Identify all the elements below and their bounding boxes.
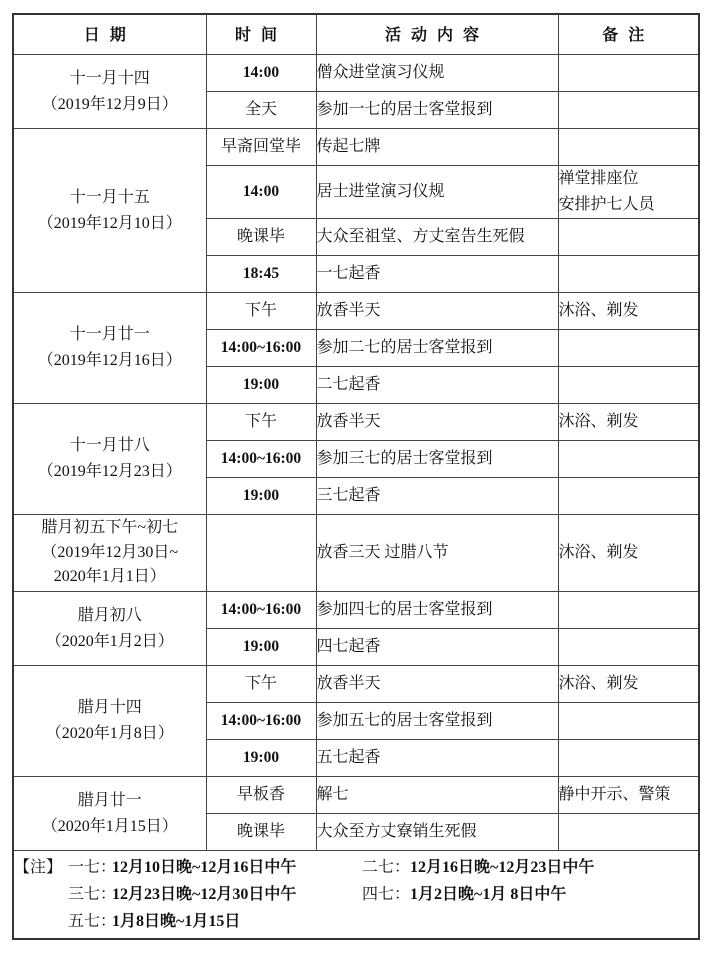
- solar-date: （2020年1月8日）: [45, 725, 174, 742]
- time-cell: 19:00: [206, 740, 316, 777]
- time-cell: 14:00~16:00: [206, 441, 316, 478]
- note-cell: [558, 92, 699, 129]
- note-tag: 【注】: [14, 859, 63, 876]
- note-cell: 静中开示、警策: [558, 777, 699, 814]
- note-cell: [558, 629, 699, 666]
- table-row: [13, 666, 699, 703]
- time-cell: 14:00: [206, 166, 316, 219]
- note-cell: 沐浴、剃发: [558, 515, 699, 592]
- note-cell: [558, 367, 699, 404]
- solar-date: （2019年12月23日）: [37, 463, 182, 480]
- activity-cell: 参加五七的居士客堂报到: [316, 703, 558, 740]
- schedule-table: [12, 13, 700, 940]
- lunar-date: 十一月十四: [69, 69, 150, 87]
- header-date: 日期: [13, 14, 206, 55]
- note-line: [14, 908, 698, 935]
- note-cell: 沐浴、剃发: [558, 293, 699, 330]
- note-line: 禅堂排座位: [558, 170, 639, 187]
- lunar-date: 十一月廿八: [69, 437, 150, 454]
- activity-cell: 放香半天: [316, 666, 558, 703]
- activity-cell: 解七: [316, 777, 558, 814]
- solar-date: （2019年12月9日）: [41, 95, 178, 113]
- note-label: 一七：: [68, 859, 117, 876]
- solar-date: （2020年1月15日）: [41, 817, 178, 835]
- header-note: 备注: [558, 14, 699, 55]
- time-cell: 19:00: [206, 367, 316, 404]
- activity-cell: 四七起香: [316, 629, 558, 666]
- activity-cell: 大众至祖堂、方丈室告生死假: [316, 219, 558, 256]
- note-cell: [558, 478, 699, 515]
- header-time: 时间: [206, 14, 316, 55]
- activity-cell: 参加三七的居士客堂报到: [316, 441, 558, 478]
- notes-cell: [13, 851, 699, 940]
- header-activity: 活动内容: [316, 14, 558, 55]
- date-cell: [13, 777, 206, 851]
- time-cell: 全天: [206, 92, 316, 129]
- activity-cell: 居士进堂演习仪规: [316, 166, 558, 219]
- lunar-date: 十一月十五: [69, 188, 150, 206]
- time-cell: 19:00: [206, 478, 316, 515]
- note-label: 五七：: [68, 913, 117, 930]
- time-cell: 18:45: [206, 256, 316, 293]
- note-value: 1月2日晚~1月 8日中午: [410, 886, 567, 903]
- activity-cell: 僧众进堂演习仪规: [316, 55, 558, 92]
- note-cell: [558, 129, 699, 166]
- time-cell: 14:00: [206, 55, 316, 92]
- solar-date: （2019年12月10日）: [37, 214, 182, 232]
- lunar-date: 腊月初八: [77, 606, 142, 624]
- solar-date: （2020年1月2日）: [45, 632, 174, 650]
- note-cell: 沐浴、剃发: [558, 666, 699, 703]
- note-cell: [558, 441, 699, 478]
- activity-cell: 放香半天: [316, 404, 558, 441]
- note-cell: [558, 219, 699, 256]
- solar-date: （2019年12月16日）: [37, 352, 182, 369]
- time-cell: 早斋回堂毕: [206, 129, 316, 166]
- note-cell: [558, 166, 699, 219]
- time-cell: 19:00: [206, 629, 316, 666]
- note-cell: [558, 330, 699, 367]
- activity-cell: 大众至方丈寮销生死假: [316, 814, 558, 851]
- table-row: [13, 404, 699, 441]
- time-cell: 下午: [206, 404, 316, 441]
- date-cell: [13, 666, 206, 777]
- note-cell: 沐浴、剃发: [558, 404, 699, 441]
- note-cell: [558, 740, 699, 777]
- date-cell: [13, 592, 206, 666]
- date-cell: [13, 293, 206, 404]
- time-cell: 晚课毕: [206, 219, 316, 256]
- activity-cell: 一七起香: [316, 256, 558, 293]
- lunar-date: 腊月廿一: [77, 791, 142, 809]
- table-row: [13, 515, 699, 592]
- note-value: 12月23日晚~12月30日中午: [112, 886, 297, 903]
- time-cell: 14:00~16:00: [206, 592, 316, 629]
- note-cell: [558, 256, 699, 293]
- time-cell: 早板香: [206, 777, 316, 814]
- activity-cell: 传起七牌: [316, 129, 558, 166]
- notes-row: [13, 851, 699, 940]
- header-row: [13, 14, 699, 55]
- note-cell: [558, 592, 699, 629]
- note-label: 四七：: [362, 886, 411, 903]
- table-row: [13, 129, 699, 166]
- activity-cell: 三七起香: [316, 478, 558, 515]
- lunar-date: 腊月十四: [77, 699, 142, 716]
- activity-cell: 参加一七的居士客堂报到: [316, 92, 558, 129]
- activity-cell: 二七起香: [316, 367, 558, 404]
- date-cell: [13, 55, 206, 129]
- time-cell: 晚课毕: [206, 814, 316, 851]
- note-line: [14, 854, 698, 881]
- note-label: 二七：: [362, 859, 411, 876]
- time-cell: 14:00~16:00: [206, 330, 316, 367]
- activity-cell: 放香三天 过腊八节: [316, 515, 558, 592]
- solar-date: （2019年12月30日~: [41, 543, 179, 561]
- note-cell: [558, 55, 699, 92]
- date-cell: [13, 515, 206, 592]
- note-cell: [558, 703, 699, 740]
- date-cell: [13, 404, 206, 515]
- time-cell: 下午: [206, 666, 316, 703]
- table-row: [13, 293, 699, 330]
- note-value: 12月10日晚~12月16日中午: [112, 859, 297, 876]
- time-cell: 下午: [206, 293, 316, 330]
- activity-cell: 参加四七的居士客堂报到: [316, 592, 558, 629]
- lunar-date: 十一月廿一: [69, 326, 150, 343]
- activity-cell: 五七起香: [316, 740, 558, 777]
- note-cell: [558, 814, 699, 851]
- note-line: 安排护七人员: [558, 196, 655, 213]
- note-line: [14, 881, 698, 908]
- note-value: 1月8日晚~1月15日: [112, 913, 241, 930]
- note-label: 三七：: [68, 886, 117, 903]
- table-row: [13, 592, 699, 629]
- activity-cell: 放香半天: [316, 293, 558, 330]
- date-cell: [13, 129, 206, 293]
- solar-date-end: 2020年1月1日）: [53, 567, 166, 585]
- table-row: [13, 55, 699, 92]
- time-cell: [206, 515, 316, 592]
- table-row: [13, 777, 699, 814]
- lunar-date: 腊月初五下午~初七: [41, 518, 179, 536]
- activity-cell: 参加二七的居士客堂报到: [316, 330, 558, 367]
- time-cell: 14:00~16:00: [206, 703, 316, 740]
- note-value: 12月16日晚~12月23日中午: [410, 859, 595, 876]
